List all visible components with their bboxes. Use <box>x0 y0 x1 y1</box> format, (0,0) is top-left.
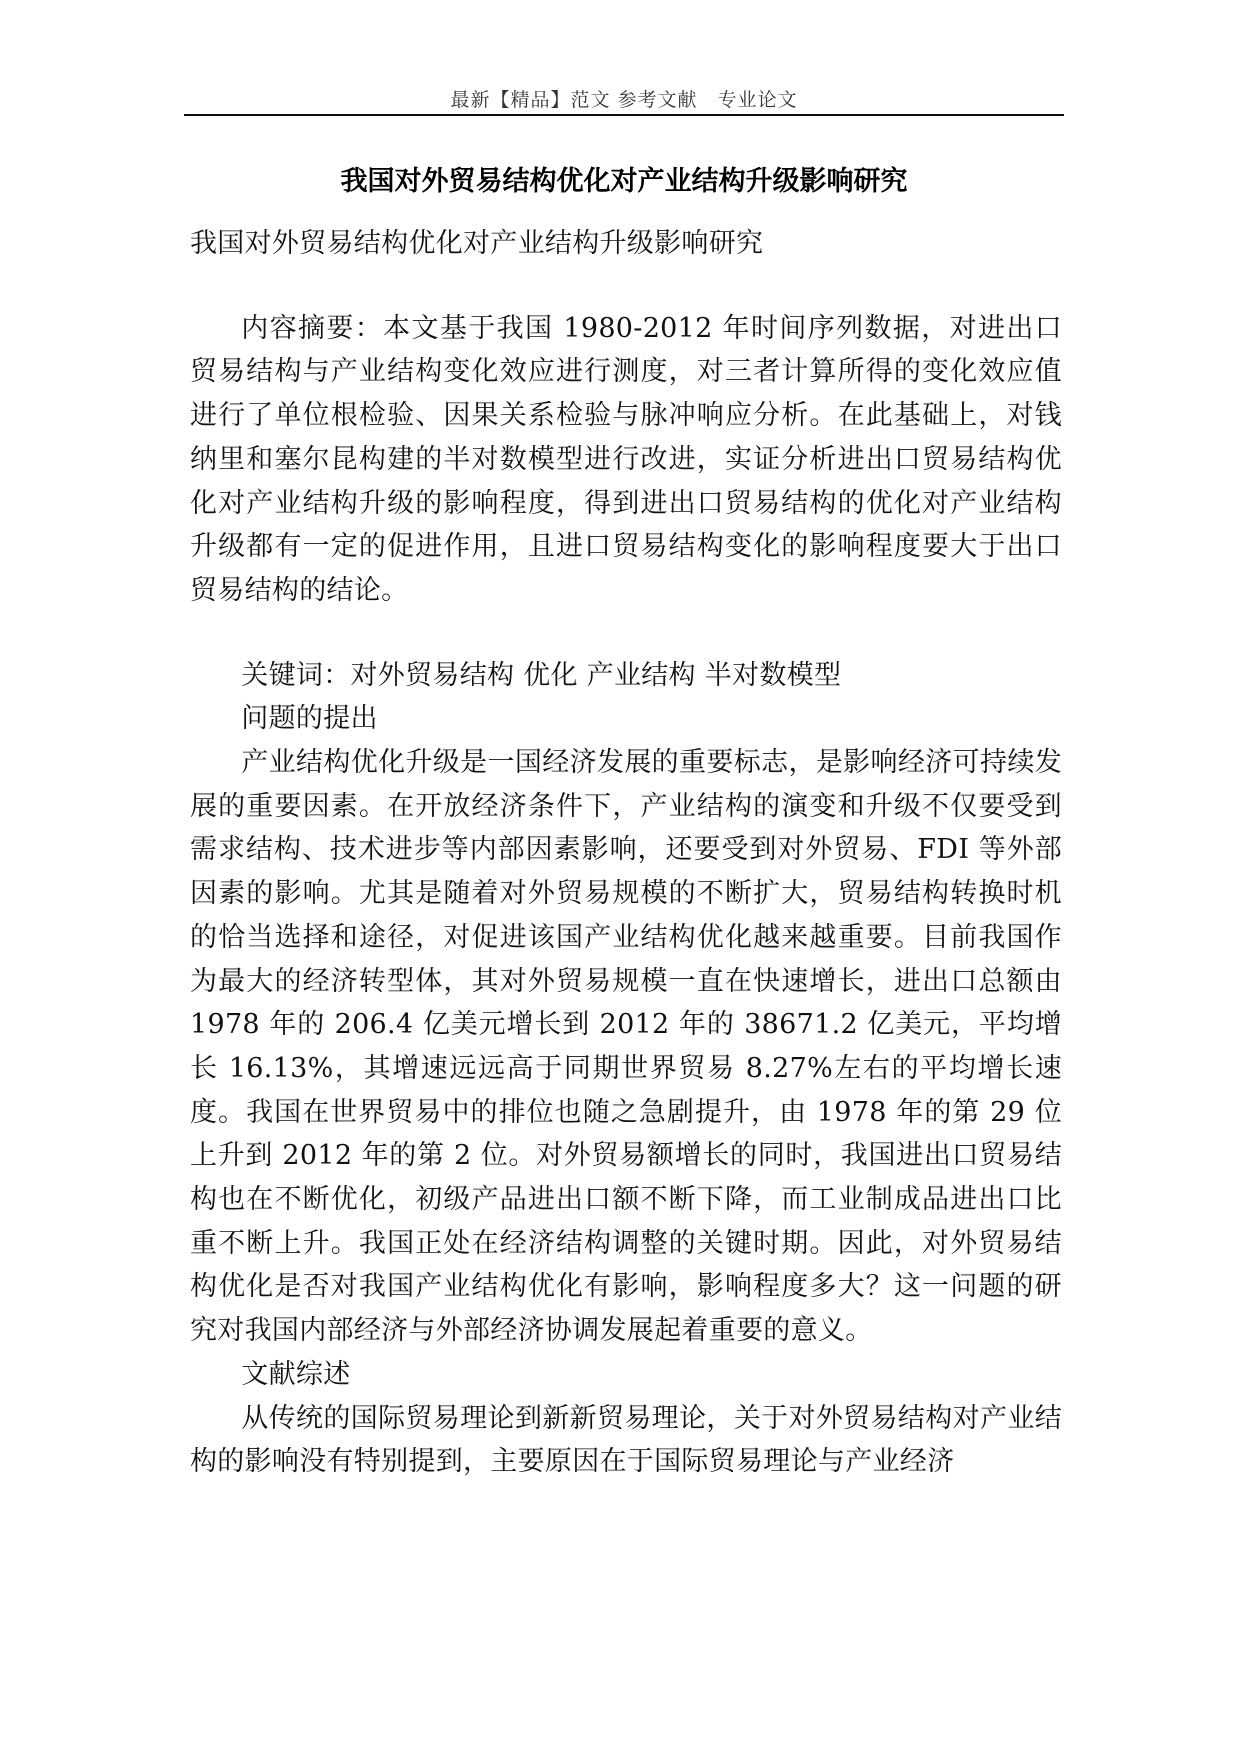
section-body-problem: 产业结构优化升级是一国经济发展的重要标志，是影响经济可持续发展的重要因素。在开放经济条件下，产业结构的演变和升级不仅要受到需求结构、技术进步等内部因素影响，还要受到对外贸易、FDI 等外部因素的影响。尤其是随着对外贸易规模的不断扩大，贸易结构转换时机的恰当选择和途径，对促进该国产业结构优化越来越重要。目前我国作为最大的经济转型体，其对外贸易规模一直在快速增长，进出口总额由 1978 年的 206.4 亿美元增长到 2012 年的 38671.2 亿美元，平均增长 16.13%，其增速远远高于同期世界贸易 8.27%左右的平均增长速度。我国在世界贸易中的排位也随之急剧提升，由 1978 年的第 29 位上升到 2012 年的第 2 位。对外贸易额增长的同时，我国进出口贸易结构也在不断优化，初级产品进出口额不断下降，而工业制成品进出口比重不断上升。我国正处在经济结构调整的关键时期。因此，对外贸易结构优化是否对我国产业结构优化有影响，影响程度多大？这一问题的研究对我国内部经济与外部经济协调发展起着重要的意义。 <box>190 747 1062 1347</box>
document-title: 我国对外贸易结构优化对产业结构升级影响研究 <box>340 166 908 197</box>
page-header: 最新【精品】范文 参考文献 专业论文 <box>450 89 798 111</box>
section-heading-literature: 文献综述 <box>241 1358 351 1390</box>
section-body-literature: 从传统的国际贸易理论到新新贸易理论，关于对外贸易结构对产业结构的影响没有特别提到，主要原因在于国际贸易理论与产业经济 <box>190 1402 1062 1478</box>
header-divider <box>184 114 1064 116</box>
document-body <box>190 222 1062 1484</box>
section-heading-problem: 问题的提出 <box>241 703 378 735</box>
abstract-paragraph: 内容摘要：本文基于我国 1980-2012 年时间序列数据，对进出口贸易结构与产业结构变化效应进行测度，对三者计算所得的变化效应值进行了单位根检验、因果关系检验与脉冲响应分析。在此基础上，对钱纳里和塞尔昆构建的半对数模型进行改进，实证分析进出口贸易结构优化对产业结构升级的影响程度，得到进出口贸易结构的优化对产业结构升级都有一定的促进作用，且进口贸易结构变化的影响程度要大于出口贸易结构的结论。 <box>190 312 1062 606</box>
keywords-line: 关键词：对外贸易结构 优化 产业结构 半对数模型 <box>241 659 842 691</box>
document-subtitle: 我国对外贸易结构优化对产业结构升级影响研究 <box>190 228 764 259</box>
